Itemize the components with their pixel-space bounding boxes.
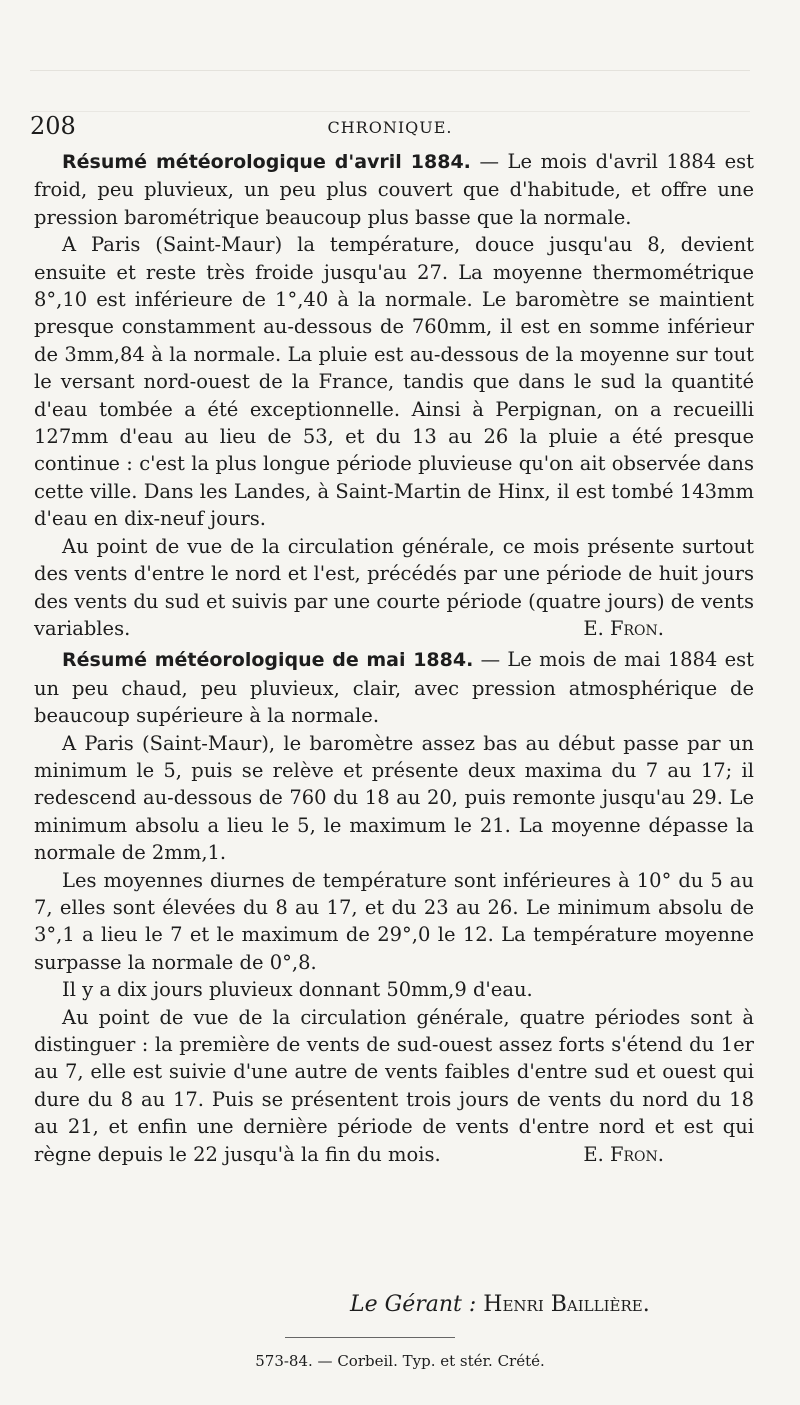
avril-paragraph-2: A Paris (Saint-Maur) la température, douce jusqu'au 8, devient ensuite et reste très froide jusqu'au 27. La moyenne thermométrique 8°,10 est inférieure de 1°,40 à la normale. Le baromètre se maintient presque constamment au-dessous de 760mm, il est en somme inférieur de 3mm,84 à la normale. La pluie est au-dessous de la moyenne sur tout le versant nord-ouest de la France, tandis que dans le sud la quantité d'eau tombée a été exceptionnelle. Ainsi à Perpignan, on a recueilli 127mm d'eau au lieu de 53, et du 13 au 26 la pluie a été presque continue : c'est la plus longue période pluvieuse qu'on ait observée dans cette ville. Dans les Landes, à Saint-Martin de Hinx, il est tombé 143mm d'eau en dix-neuf jours. xyxy=(34,233,754,531)
article-body xyxy=(34,148,754,1168)
gerant-name: Henri Baillière. xyxy=(483,1292,650,1317)
mai-signature: E. Fron. xyxy=(583,1142,664,1166)
mai-title: Résumé météorologique de mai 1884. xyxy=(62,649,474,672)
avril-signature: E. Fron. xyxy=(583,616,664,640)
mai-circulation: Au point de vue de la circulation générale, quatre périodes sont à distinguer : la première de vents de sud-ouest assez forts s'étend du 1er au 7, elle est suivie d'une autre de vents faibles d'entre sud et ouest qui dure du 8 au 17. Puis se présentent trois jours de vents du nord du 18 au 21, et enfin une dernière période de vents d'entre nord et est qui règne depuis le 22 jusqu'à la fin du mois. xyxy=(34,1005,754,1166)
running-head: CHRONIQUE. xyxy=(327,118,453,137)
mai-intro: — Le mois de mai 1884 est un peu chaud, peu pluvieux, clair, avec pression atmosphérique de beaucoup supérieure à la normale. xyxy=(34,648,754,728)
mai-paragraph-1 xyxy=(34,646,754,729)
footer-rule xyxy=(285,1337,455,1338)
page-header xyxy=(30,112,750,142)
bleed-through-lines xyxy=(30,70,750,112)
mai-paragraph-3: Les moyennes diurnes de température sont inférieures à 10° du 5 au 7, elles sont élevées du 8 au 17, et du 23 au 26. Le minimum absolu de 3°,1 a lieu le 7 et le maximum de 29°,0 le 12. La température moyenne surpasse la normale de 0°,8. xyxy=(34,868,754,974)
avril-paragraph-1 xyxy=(34,148,754,231)
mai-paragraph-2: A Paris (Saint-Maur), le baromètre assez bas au début passe par un minimum le 5, puis se relève et présente deux maxima du 7 au 17; il redescend au-dessous de 760 du 18 au 20, puis remonte jusqu'au 29. Le minimum absolu a lieu le 5, le maximum le 21. La moyenne dépasse la normale de 2mm,1. xyxy=(34,731,754,865)
gerant-label: Le Gérant : xyxy=(350,1292,477,1317)
printer-imprint: 573-84. — Corbeil. Typ. et stér. Crété. xyxy=(255,1352,545,1370)
page-number: 208 xyxy=(30,112,76,140)
avril-circulation: Au point de vue de la circulation générale, ce mois présente surtout des vents d'entre le nord et l'est, précédés par une période de huit jours des vents du sud et suivis par une courte période (quatre jours) de vents variables. xyxy=(34,534,754,640)
avril-intro: — Le mois d'avril 1884 est froid, peu pluvieux, un peu plus couvert que d'habitude, et offre une pression barométrique beaucoup plus basse que la normale. xyxy=(34,150,755,229)
avril-title: Résumé météorologique d'avril 1884. xyxy=(62,151,471,173)
mai-paragraph-4: Il y a dix jours pluvieux donnant 50mm,9 d'eau. xyxy=(62,978,533,1002)
avril-paragraph-3 xyxy=(34,533,754,643)
mai-paragraph-5 xyxy=(34,1004,754,1168)
gerant-line xyxy=(350,1292,650,1317)
